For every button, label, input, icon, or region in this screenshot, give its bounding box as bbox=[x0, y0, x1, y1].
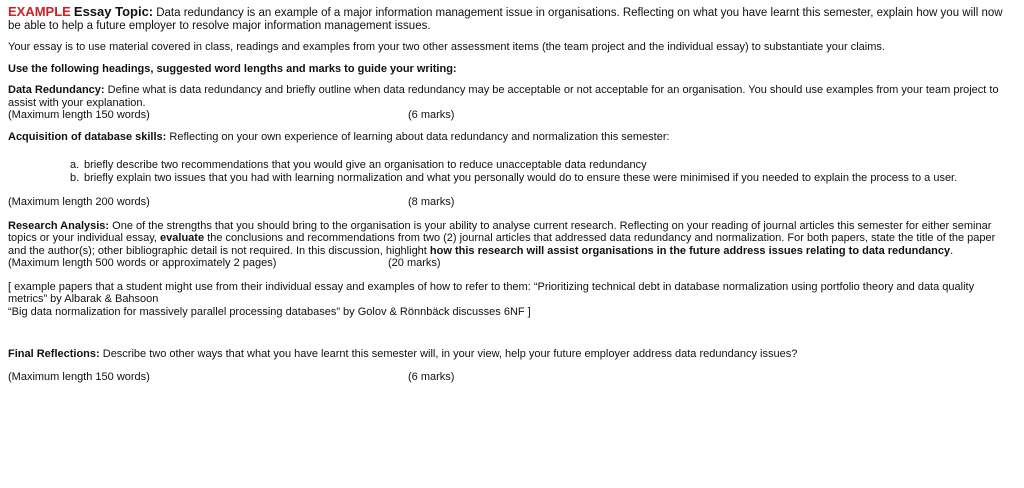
data-redundancy-heading: Data Redundancy: bbox=[8, 84, 105, 96]
acquisition-text: Reflecting on your own experience of learning about data redundancy and normalization this semester: bbox=[169, 130, 670, 143]
topic-text: Data redundancy is an example of a major information management issue in organisations. Reflecting on what you have learnt this semester, explain how you will now be able to help a future employer to resolve major information management issues. bbox=[8, 7, 1003, 32]
research-evaluate: evaluate bbox=[160, 232, 205, 244]
data-redundancy-marks: (6 marks) bbox=[408, 109, 455, 121]
research-length: (Maximum length 500 words or approximately 2 pages) bbox=[8, 257, 277, 269]
list-marker: a. bbox=[70, 159, 80, 171]
research-text-1: One of the strengths that you should bring to the organisation is your ability to analyse current research. Reflecting on your reading of journal articles this semester for either seminar topics or your individual essay, bbox=[8, 219, 992, 244]
intro-text: Your essay is to use material covered in class, readings and examples from your two other assessment items (the team project and the individual essay) to substantiate your claims. bbox=[8, 41, 885, 53]
list-item bbox=[70, 159, 1016, 172]
acquisition-length: (Maximum length 200 words) bbox=[8, 196, 150, 208]
list-marker: b. bbox=[70, 171, 80, 184]
guide-heading: Use the following headings, suggested word lengths and marks to guide your writing: bbox=[8, 62, 457, 75]
research-paragraph bbox=[8, 220, 1016, 258]
list-item bbox=[70, 172, 1016, 185]
list-item-text: briefly describe two recommendations that you would give an organisation to reduce unacceptable data redundancy bbox=[84, 159, 647, 171]
research-highlight: how this research will assist organisations in the future address issues relating to data redundancy bbox=[429, 244, 951, 257]
final-text: Describe two other ways that what you have learnt this semester will, in your view, help your future employer address data redundancy issues? bbox=[102, 348, 798, 360]
research-limits bbox=[8, 257, 1016, 270]
final-length: (Maximum length 150 words) bbox=[8, 370, 150, 383]
acquisition-paragraph bbox=[8, 131, 1016, 144]
research-heading: Research Analysis: bbox=[8, 219, 110, 232]
essay-topic bbox=[8, 6, 1016, 32]
data-redundancy-paragraph bbox=[8, 84, 1016, 109]
acquisition-list bbox=[8, 159, 1016, 184]
final-paragraph bbox=[8, 348, 1016, 361]
acquisition-marks: (8 marks) bbox=[408, 196, 455, 208]
list-item-text: briefly explain two issues that you had with learning normalization and what you personally would do to ensure these were minimised if you needed to explain the process to a user. bbox=[84, 171, 958, 184]
data-redundancy-length: (Maximum length 150 words) bbox=[8, 109, 150, 121]
acquisition-limits bbox=[8, 196, 1016, 209]
final-limits bbox=[8, 371, 1016, 384]
final-marks: (6 marks) bbox=[408, 370, 455, 383]
topic-label: Essay Topic: bbox=[73, 4, 154, 19]
research-text-2: the conclusions and recommendations from two (2) journal articles that addressed data redundancy and normalization. For both papers, state the title of the paper and the author(s); other bibliographic detail is not required. In this discussion, highlight bbox=[8, 232, 996, 257]
data-redundancy-text: Define what is data redundancy and briefly outline when data redundancy may be acceptable or not acceptable for an organisation. You should use examples from your team project to assist with your explanation. bbox=[8, 84, 999, 109]
research-examples-2: “Big data normalization for massively parallel processing databases” by Golov & Rönnbäck discusses 6NF ] bbox=[8, 305, 531, 318]
data-redundancy-limits bbox=[8, 109, 1016, 122]
research-marks: (20 marks) bbox=[388, 257, 441, 269]
acquisition-heading: Acquisition of database skills: bbox=[8, 130, 167, 143]
example-label: EXAMPLE bbox=[8, 4, 71, 19]
research-examples-1: [ example papers that a student might use from their individual essay and examples of how to refer to them: “Prioritizing technical debt in database normalization using portfolio theory and data quality metrics” by Albarak & Bahsoon bbox=[8, 280, 975, 305]
final-heading: Final Reflections: bbox=[8, 348, 100, 360]
research-end: . bbox=[950, 244, 954, 257]
